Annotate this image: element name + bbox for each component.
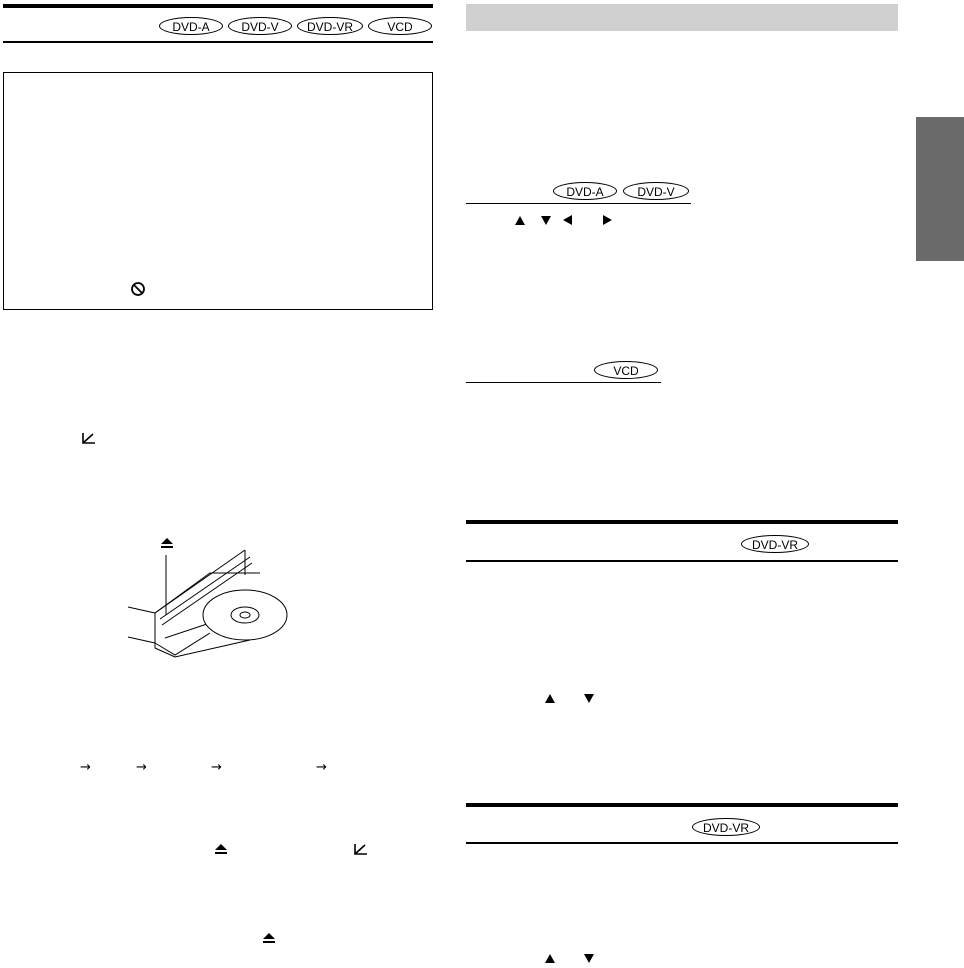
left-header-top-rule [3, 4, 433, 8]
triangle-right-icon [603, 215, 612, 225]
eject-icon [262, 932, 276, 946]
badge-dvd-vr: DVD-VR [741, 535, 809, 553]
chapter-side-tab [916, 117, 964, 261]
disc-player-illustration [120, 545, 300, 660]
badge-dvd-vr: DVD-VR [692, 818, 760, 836]
badge-dvd-a: DVD-A [159, 17, 223, 35]
right-arrow-icon: → [211, 760, 222, 775]
subsection-rule [466, 203, 691, 204]
section-bottom-rule [466, 560, 898, 562]
right-arrow-icon: → [80, 760, 91, 775]
section-top-rule [466, 520, 898, 524]
badge-dvd-vr: DVD-VR [297, 17, 363, 35]
badge-dvd-v: DVD-V [623, 182, 689, 200]
badge-vcd: VCD [368, 17, 432, 35]
triangle-left-icon [563, 215, 572, 225]
triangle-up-icon [545, 694, 555, 703]
right-arrow-icon: → [136, 760, 147, 775]
caution-box [3, 72, 433, 310]
right-arrow-icon: → [316, 760, 327, 775]
return-icon [352, 841, 370, 857]
triangle-down-icon [584, 694, 594, 703]
badge-vcd: VCD [594, 361, 658, 379]
eject-icon [214, 843, 228, 857]
triangle-up-icon [515, 216, 525, 225]
badge-dvd-a: DVD-A [553, 182, 617, 200]
left-header-bottom-rule [3, 41, 433, 43]
triangle-up-icon [545, 954, 555, 963]
triangle-down-icon [541, 216, 551, 225]
section-heading-bar [466, 4, 898, 31]
badge-dvd-v: DVD-V [228, 17, 292, 35]
subsection-rule [466, 382, 661, 383]
section-top-rule [466, 803, 898, 807]
return-icon [80, 430, 98, 446]
triangle-down-icon [584, 954, 594, 963]
prohibited-icon [130, 281, 146, 297]
section-bottom-rule [466, 842, 898, 844]
